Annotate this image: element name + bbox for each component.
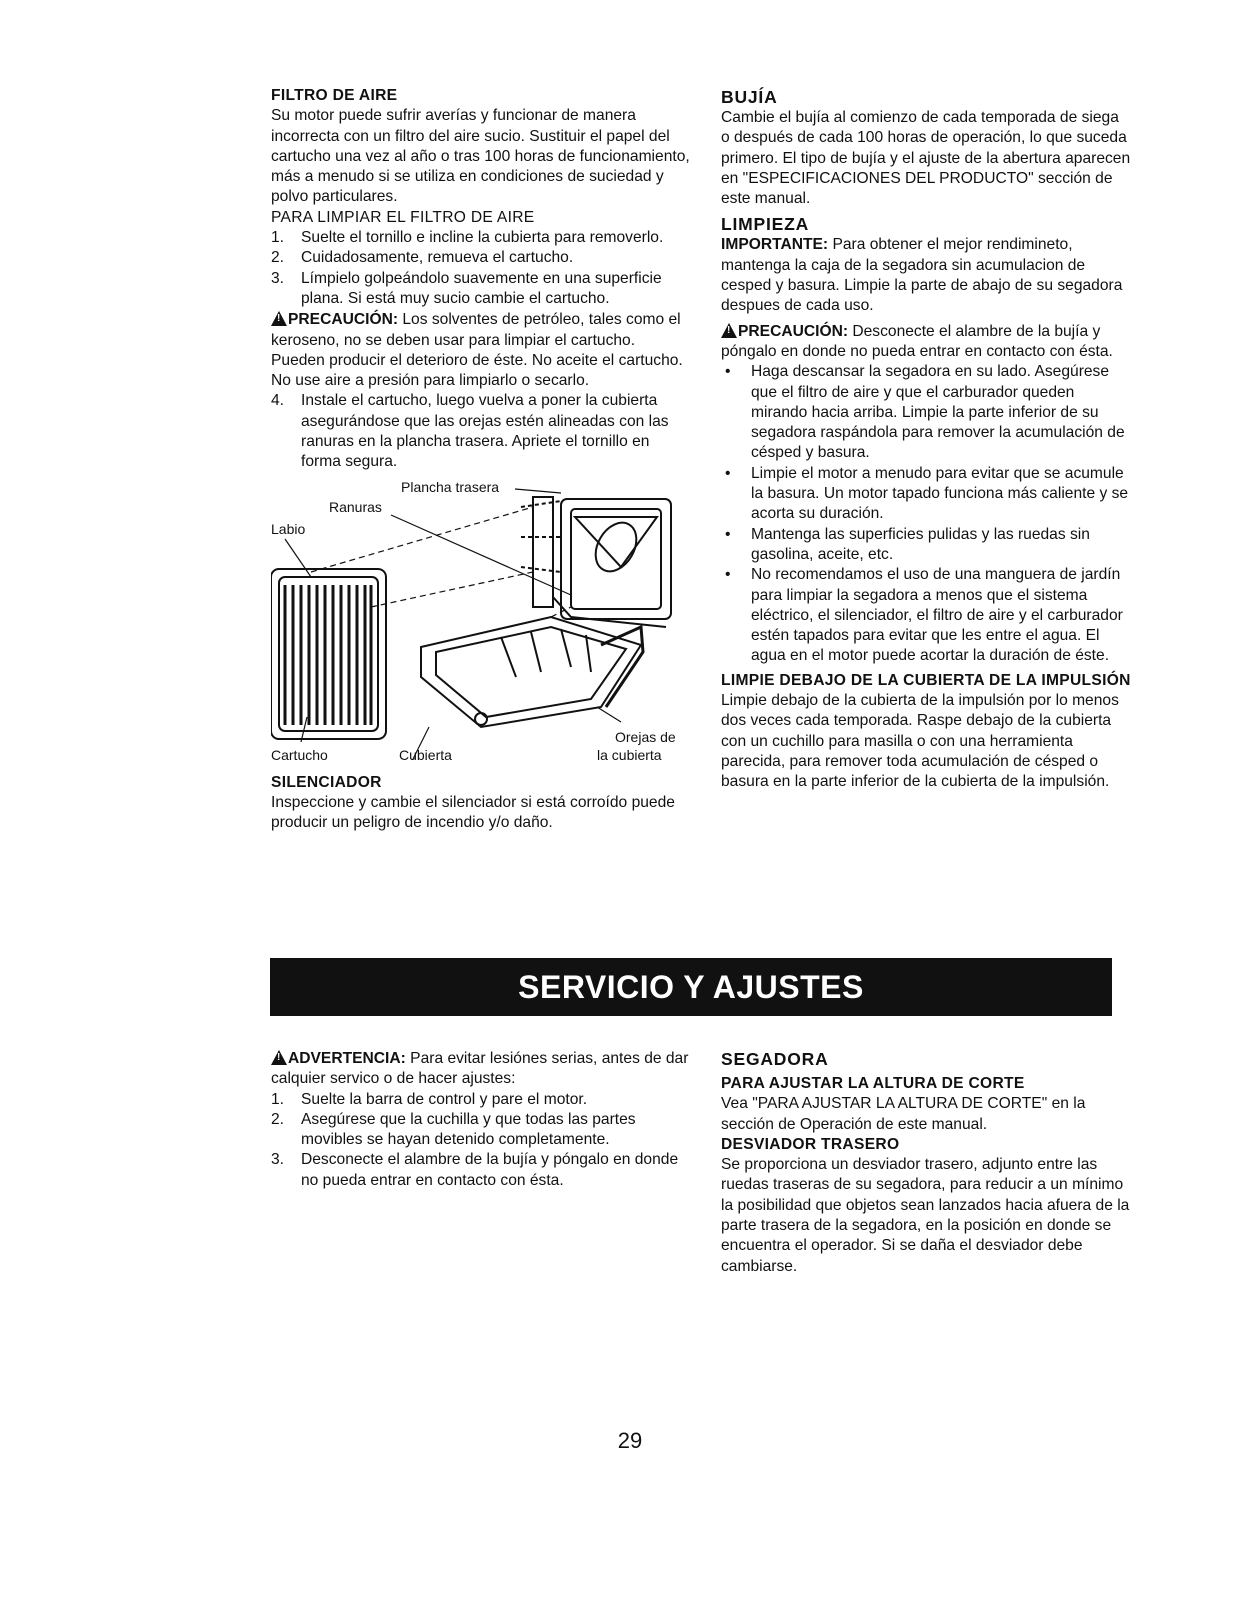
left-column: [271, 86, 691, 834]
install-steps-list: [271, 391, 691, 472]
rear-deflector-heading: DESVIADOR TRASERO: [721, 1135, 900, 1153]
label-labio: Labio: [271, 520, 306, 537]
muffler-heading: SILENCIADOR: [271, 773, 382, 791]
label-ranuras: Ranuras: [329, 498, 382, 515]
list-item: 2. Asegúrese que la cuchilla y que todas las partes movibles se hayan detenido completamente.: [271, 1110, 636, 1149]
list-item: 3. Límpielo golpeándolo suavemente en una superficie plana. Si está muy sucio cambie el cartucho.: [271, 269, 662, 307]
cover-shape: [421, 617, 643, 727]
right-column: [721, 86, 1131, 793]
caution-paragraph-right: [721, 321, 1131, 363]
under-deck-heading: LIMPIE DEBAJO DE LA CUBIERTA DE LA IMPULSIÓN: [721, 671, 1131, 689]
safety-steps-list: [271, 1090, 691, 1191]
list-item: • No recomendamos el uso de una manguera de jardín para limpiar la segadora a menos que el sistema eléctrico, el silenciador, el filtro de aire y el carburador estén tapados para evitar que les entre el agua. El agua en el motor puede acortar la duración de éste.: [725, 566, 1123, 665]
air-filter-heading: FILTRO DE AIRE: [271, 87, 398, 104]
list-item: 2. Cuidadosamente, remueva el cartucho.: [271, 249, 574, 267]
bullet-icon: •: [725, 525, 731, 543]
list-item: • Haga descansar la segadora en su lado. Asegúrese que el filtro de aire y que el carburador queden mirando hacia arriba. Limpie la parte inferior de su segadora raspándola para remover la acumulación de césped y basura.: [725, 363, 1125, 462]
caution-label: PRECAUCIÓN:: [288, 311, 399, 329]
label-cubierta: Cubierta: [399, 746, 452, 763]
caution-text-right: Desconecte el alambre de la bujía y póngalo en donde no pueda entrar en contacto con ésta.: [721, 322, 1113, 360]
warning-text: Para evitar lesiónes serias, antes de dar calquier servico o de hacer ajustes:: [271, 1050, 689, 1088]
list-item: 4. Instale el cartucho, luego vuelva a poner la cubierta asegurándose que las orejas estén alineadas con las ranuras en la plancha trasera. Apriete el tornillo en forma segura.: [271, 392, 669, 471]
page-number: 29: [617, 1428, 643, 1453]
rear-deflector-text: Se proporciona un desviador trasero, adjunto entre las ruedas traseras de su segadora, para reducir a un mínimo la posibilidad que objetos sean lanzados hacia afuera de la parte trasera de la segadora, en la posición en donde se encuentra el operador. Si se daña el desviador debe cambiarse.: [721, 1156, 1130, 1275]
bullet-icon: •: [725, 464, 731, 482]
air-filter-diagram: [271, 477, 691, 767]
warning-triangle-icon: [271, 1050, 287, 1065]
air-filter-text: Su motor puede sufrir averías y funcionar de manera incorrecta con un filtro del aire sucio. Sustituir el papel del cartucho una vez al año o tras 100 horas de funcionamiento, más a menudo si se utiliza en condiciones de suciedad y polvo particulares.: [271, 107, 690, 206]
list-item: 1. Suelte la barra de control y pare el motor.: [271, 1090, 588, 1108]
label-cartucho: Cartucho: [271, 746, 328, 763]
cut-height-text: Vea "PARA AJUSTAR LA ALTURA DE CORTE" en la sección de Operación de este manual.: [721, 1095, 1086, 1133]
caution-paragraph: [271, 309, 691, 391]
cartridge-shape: [271, 569, 386, 739]
bullet-icon: •: [725, 566, 731, 584]
caution-label-right: PRECAUCIÓN:: [738, 322, 849, 340]
spark-plug-text: Cambie el bujía al comienzo de cada temporada de siega o después de cada 100 horas de operación, lo que suceda primero. El tipo de bujía y el ajuste de la abertura aparecen en "ESPECIFICACIONES DEL PRODUCTO" sección de este manual.: [721, 109, 1131, 208]
section-banner: SERVICIO Y AJUSTES: [270, 958, 1112, 1016]
bullet-icon: •: [725, 363, 731, 381]
important-paragraph: [721, 235, 1131, 316]
important-label: IMPORTANTE:: [721, 236, 829, 254]
caution-text: Los solventes de petróleo, tales como el keroseno, no se deben usar para limpiar el cartucho. Pueden producir el deterioro de éste. No aceite el cartucho. No use aire a presión para limpiarlo o secarlo.: [271, 311, 683, 390]
important-text: Para obtener el mejor rendimineto, mantenga la caja de la segadora sin acumulacion de cesped y basura. Limpie la parte de abajo de su segadora despues de cada uso.: [721, 236, 1123, 315]
warning-triangle-icon: [721, 323, 737, 338]
clean-filter-heading: PARA LIMPIAR EL FILTRO DE AIRE: [271, 208, 535, 226]
under-deck-text: Limpie debajo de la cubierta de la impulsión por lo menos dos veces cada temporada. Raspe debajo de la cubierta con un cuchillo para masilla o con una herramienta parecida, para remover toda acumulación de césped o basura en la parte inferior de la cubierta de la impulsión.: [721, 692, 1119, 791]
muffler-text: Inspeccione y cambie el silenciador si está corroído puede producir un peligro de incendio y/o daño.: [271, 793, 675, 832]
cut-height-heading: PARA AJUSTAR LA ALTURA DE CORTE: [721, 1075, 1025, 1092]
list-item: 1. Suelte el tornillo e incline la cubierta para removerlo.: [271, 229, 664, 247]
warning-label: ADVERTENCIA:: [288, 1050, 406, 1067]
cleaning-bullets: [721, 362, 1131, 666]
mower-heading: SEGADORA: [721, 1049, 829, 1069]
list-item: 3. Desconecte el alambre de la bujía y póngalo en donde no pueda entrar en contacto con ésta.: [271, 1151, 679, 1189]
label-plancha-trasera: Plancha trasera: [401, 478, 500, 495]
cleaning-heading: LIMPIEZA: [721, 214, 810, 235]
warning-paragraph: [271, 1048, 691, 1090]
warning-triangle-icon: [271, 311, 287, 326]
bottom-left-column: [271, 1048, 691, 1191]
clean-steps-list: [271, 228, 691, 309]
list-item: • Limpie el motor a menudo para evitar que se acumule la basura. Un motor tapado funciona más caliente y se acorta su duración.: [725, 464, 1129, 523]
label-orejas-1: Orejas de: [615, 728, 676, 745]
label-orejas-2: la cubierta: [597, 746, 662, 763]
air-filter-illustration: [271, 477, 691, 767]
spark-plug-heading: BUJÍA: [721, 87, 778, 107]
bottom-right-column: [721, 1048, 1131, 1277]
list-item: • Mantenga las superficies pulidas y las ruedas sin gasolina, aceite, etc.: [725, 525, 1090, 563]
